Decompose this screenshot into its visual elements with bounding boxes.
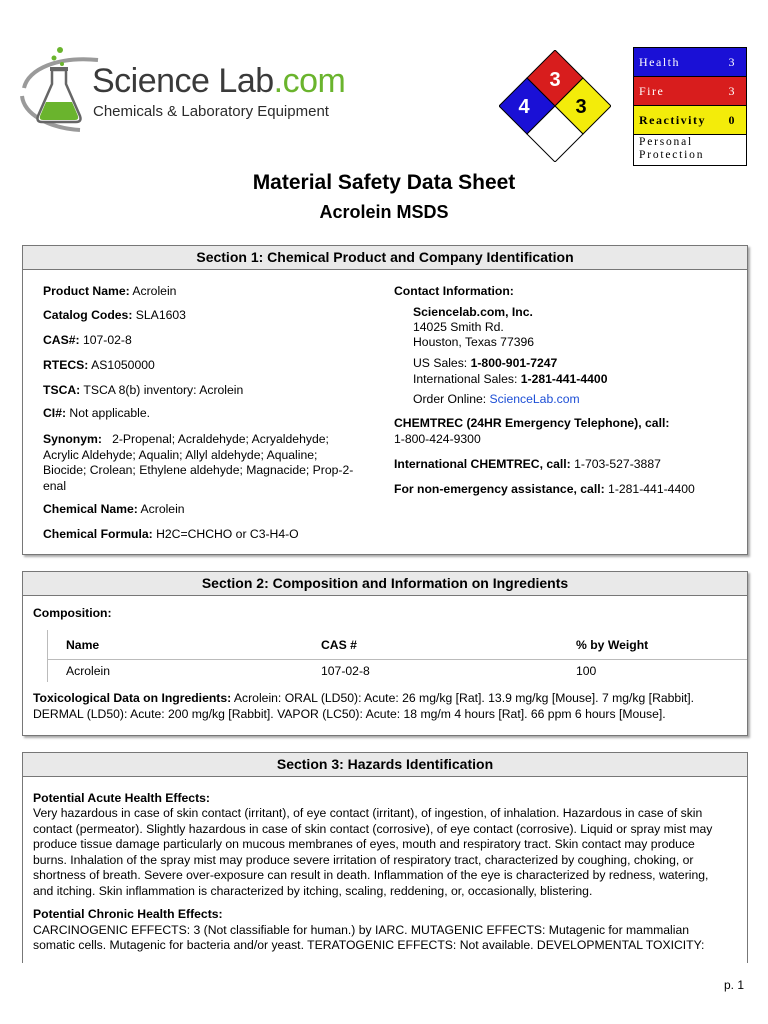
chemtrec-label: CHEMTREC (24HR Emergency Telephone), call:: [394, 416, 670, 430]
hazard-reactivity-label: Reactivity: [639, 112, 706, 127]
tsca-value: TSCA 8(b) inventory: Acrolein: [80, 383, 244, 397]
order-online: [413, 392, 580, 408]
sciencelab-link[interactable]: ScienceLab.com: [489, 392, 580, 406]
acute-line1: Very hazardous in case of skin contact (irritant), of eye contact (irritant), of ingestion, of inhalation. Hazardous in case of skin: [33, 806, 703, 820]
chronic-effects-label: Potential Chronic Health Effects:: [33, 907, 223, 921]
section-3: [22, 752, 748, 963]
document-subtitle: Acrolein MSDS: [319, 202, 449, 222]
hazard-row-personal-protection: [634, 135, 746, 165]
intl-sales-label: International Sales:: [413, 372, 521, 386]
catalog-codes: [43, 308, 186, 324]
product-name-label: Product Name:: [43, 284, 130, 298]
synonym-line3: Biocide; Crolean; Ethylene aldehyde; Magnacide; Prop-2-: [43, 463, 354, 477]
section-1-heading: Section 1: Chemical Product and Company Identification: [23, 246, 747, 270]
order-online-label: Order Online:: [413, 392, 490, 406]
hazard-health-label: Health: [639, 54, 680, 69]
intl-sales: [413, 372, 607, 388]
section-2-heading: Section 2: Composition and Information on Ingredients: [23, 572, 747, 596]
product-name: [43, 284, 176, 300]
chemtrec-number: 1-800-424-9300: [394, 432, 481, 446]
company-name: Sciencelab.com, Inc.: [413, 305, 533, 319]
us-sales: [413, 356, 557, 372]
hazard-row-fire: [634, 77, 746, 106]
chemical-name-value: Acrolein: [137, 502, 185, 516]
hazard-reactivity-value: 0: [728, 112, 736, 127]
rtecs: [43, 358, 155, 374]
col-cas-header: CAS #: [303, 630, 558, 660]
formula-value: H2C=CHCHO or C3-H4-O: [152, 527, 299, 541]
pp-label-line1: Personal: [639, 136, 694, 148]
chronic-line1: CARCINOGENIC EFFECTS: 3 (Not classifiable for human.) by IARC. MUTAGENIC EFFECTS: Mutagenic for mammalian: [33, 922, 690, 937]
tox-data-line2: DERMAL (LD50): Acute: 200 mg/kg [Rabbit]. VAPOR (LC50): Acute: 18 mg/m 4 hours [Rat]. 66 ppm 6 hours [Mouse].: [33, 707, 666, 721]
synonym: [43, 432, 353, 494]
brand-lab: Lab: [209, 62, 274, 100]
col-weight-header: % by Weight: [558, 630, 747, 660]
hazard-health-value: 3: [728, 54, 736, 69]
us-sales-label: US Sales:: [413, 356, 471, 370]
non-emergency-number: 1-281-441-4400: [604, 482, 695, 496]
brand-com: .com: [273, 62, 346, 100]
formula-label: Chemical Formula:: [43, 527, 153, 541]
composition-table: [47, 630, 747, 682]
cell-name: Acrolein: [48, 660, 304, 683]
hazard-rating-table: [633, 47, 747, 166]
composition-header-row: [48, 630, 748, 660]
col-name-header: Name: [48, 630, 304, 660]
us-sales-number: 1-800-901-7247: [470, 356, 558, 370]
section-1: [22, 245, 748, 555]
brand-tagline: Chemicals & Laboratory Equipment: [93, 103, 329, 120]
intl-chemtrec-label: International CHEMTREC, call:: [394, 457, 571, 471]
document-title: Material Safety Data Sheet: [252, 171, 516, 194]
intl-chemtrec-number: 1-703-527-3887: [570, 457, 661, 471]
nfpa-health-value: 4: [518, 96, 530, 118]
acute-line4: burns. Inhalation of the spray mist may produce severe irritation of respiratory tract, characterized by coughing, choking, or: [33, 852, 694, 867]
nfpa-diamond: [499, 50, 611, 162]
chronic-line2: somatic cells. Mutagenic for bacteria and/or yeast. TERATOGENIC EFFECTS: Not available. DEVELOPMENTAL TOXICITY:: [33, 938, 705, 952]
catalog-value: SLA1603: [132, 308, 186, 322]
table-row: [48, 660, 748, 683]
catalog-label: Catalog Codes:: [43, 308, 133, 322]
address-line1: 14025 Smith Rd.: [413, 320, 504, 334]
tox-data-line1: [33, 691, 694, 707]
tsca-label: TSCA:: [43, 383, 81, 397]
synonym-label: Synonym:: [43, 432, 102, 446]
ci-label: CI#:: [43, 406, 67, 420]
non-emergency-label: For non-emergency assistance, call:: [394, 482, 605, 496]
cas-label: CAS#:: [43, 333, 80, 347]
composition-label: Composition:: [33, 606, 112, 620]
tox-data-label: Toxicological Data on Ingredients:: [33, 691, 232, 705]
chemical-formula: [43, 527, 299, 543]
nfpa-reactivity-value: 3: [575, 96, 587, 118]
acute-line2: contact (permeator). Slightly hazardous in case of skin contact (corrosive), of eye contact (corrosive). Liquid or spray mist may: [33, 821, 713, 836]
tox-data-text1: Acrolein: ORAL (LD50): Acute: 26 mg/kg [Rat]. 13.9 mg/kg [Mouse]. 7 mg/kg [Rabbit].: [231, 691, 695, 705]
product-name-value: Acrolein: [129, 284, 177, 298]
hazard-fire-value: 3: [728, 83, 736, 98]
ci-value: Not applicable.: [66, 406, 151, 420]
brand-science: Science: [92, 62, 210, 100]
cell-weight: 100: [576, 664, 597, 678]
address-line2: Houston, Texas 77396: [413, 335, 535, 349]
synonym-line1: 2-Propenal; Acraldehyde; Acryaldehyde;: [101, 432, 329, 446]
section-2: [22, 571, 748, 736]
chemical-name: [43, 502, 185, 518]
page-number: p. 1: [723, 978, 744, 992]
synonym-line4: enal: [43, 478, 67, 493]
chemical-name-label: Chemical Name:: [43, 502, 138, 516]
cell-cas: 107-02-8: [321, 664, 370, 678]
rtecs-value: AS1050000: [88, 358, 155, 372]
cas-number: [43, 333, 132, 349]
nfpa-fire-value: 3: [549, 69, 561, 91]
section-3-heading: Section 3: Hazards Identification: [23, 753, 747, 777]
acute-line3: produce tissue damage particularly on mucous membranes of eyes, mouth and respiratory tract. Skin contact may produce: [33, 837, 695, 851]
acute-effects-label: Potential Acute Health Effects:: [33, 791, 210, 805]
brand-name: [92, 62, 345, 101]
tsca: [43, 383, 243, 399]
ci-number: [43, 406, 150, 422]
hazard-fire-label: Fire: [639, 83, 665, 98]
hazard-row-health: [634, 48, 746, 77]
synonym-line2: Acrylic Aldehyde; Aqualin; Allyl aldehyde; Aqualine;: [43, 447, 318, 462]
intl-chemtrec: [394, 457, 661, 473]
acute-line6: and itching. Skin inflammation is characterized by itching, scaling, reddening, or, occasionally, blistering.: [33, 883, 593, 898]
pp-label-line2: Protection: [639, 149, 705, 161]
contact-info-label: Contact Information:: [394, 284, 514, 298]
rtecs-label: RTECS:: [43, 358, 89, 372]
cas-value: 107-02-8: [79, 333, 132, 347]
hazard-row-reactivity: [634, 106, 746, 135]
intl-sales-number: 1-281-441-4400: [520, 372, 608, 386]
acute-line5: shortness of breath. Severe over-exposure can result in death. Inflammation of the eye is characterized by redness, watering,: [33, 868, 709, 882]
non-emergency: [394, 482, 695, 498]
